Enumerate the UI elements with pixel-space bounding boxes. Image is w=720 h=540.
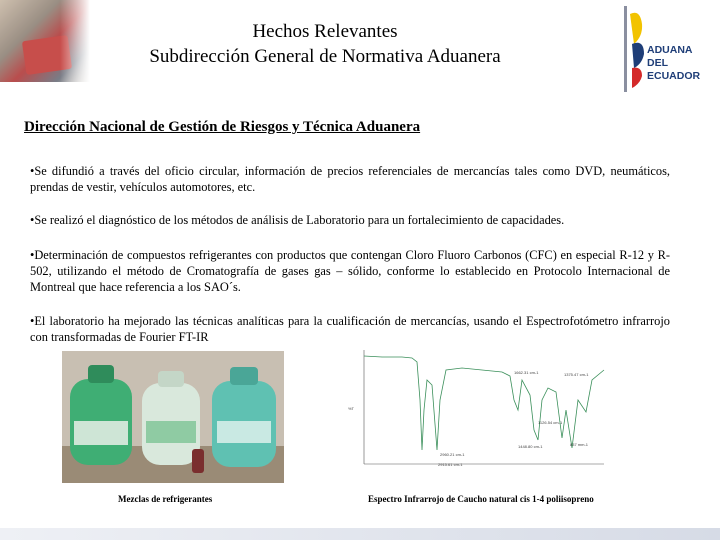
svg-text:1662.31 cm-1: 1662.31 cm-1: [514, 370, 539, 375]
logo-line-2: DEL: [647, 57, 668, 69]
logo-line-1: ADUANA: [647, 44, 693, 56]
svg-text:%T: %T: [348, 406, 354, 411]
logo-line-3: ECUADOR: [647, 70, 701, 82]
svg-text:2915.61 cm-1: 2915.61 cm-1: [438, 462, 463, 467]
bullet-item-4: •El laboratorio ha mejorado las técnicas analíticas para la cualificación de mercancías, usando el Espectrofotómetro infrarrojo con transformadas de Fourier FT-IR: [30, 314, 670, 344]
svg-text:2960.21 cm-1: 2960.21 cm-1: [440, 452, 465, 457]
page-title: Hechos Relevantes: [252, 21, 398, 42]
bullet-item-3: •Determinación de compuestos refrigerantes con productos que contengan Cloro Fluoro Carbonos (CFC) en especial R-12 y R- 502, utilizando el método de Cromatografía de gases gas – sólido, conforme lo establecido en Protocolo Internacional de Montreal que hace referencia a los SAO´s.: [30, 248, 670, 294]
ir-spectrum-chart: [342, 340, 614, 482]
svg-text:1448.80 cm-1: 1448.80 cm-1: [518, 444, 543, 449]
svg-text:1126.54 cm-1: 1126.54 cm-1: [538, 420, 563, 425]
header-titles: [0, 20, 650, 70]
svg-text:1375.47 cm-1: 1375.47 cm-1: [564, 372, 589, 377]
bottom-bar: [0, 528, 720, 540]
svg-text:837 mm-1: 837 mm-1: [570, 442, 589, 447]
bullet-item-2: •Se realizó el diagnóstico de los métodos de análisis de Laboratorio para un fortalecimiento de capacidades.: [30, 213, 565, 227]
section-title: Dirección Nacional de Gestión de Riesgos y Técnica Aduanera: [24, 119, 421, 135]
refrigerant-cylinders-photo: [62, 351, 284, 483]
spectrum-caption: Espectro Infrarrojo de Caucho natural cis 1-4 poliisopreno: [368, 494, 594, 504]
photo-caption: Mezclas de refrigerantes: [118, 494, 213, 504]
spectrum-trace: [364, 356, 604, 450]
logo-wordmark: [647, 44, 719, 83]
page-subtitle: Subdirección General de Normativa Aduanera: [149, 46, 501, 67]
bullet-item-1: •Se difundió a través del oficio circular, información de precios referenciales de mercancías tales como DVD, neumáticos, prendas de vestir, vehículos automotores, etc.: [30, 164, 670, 194]
